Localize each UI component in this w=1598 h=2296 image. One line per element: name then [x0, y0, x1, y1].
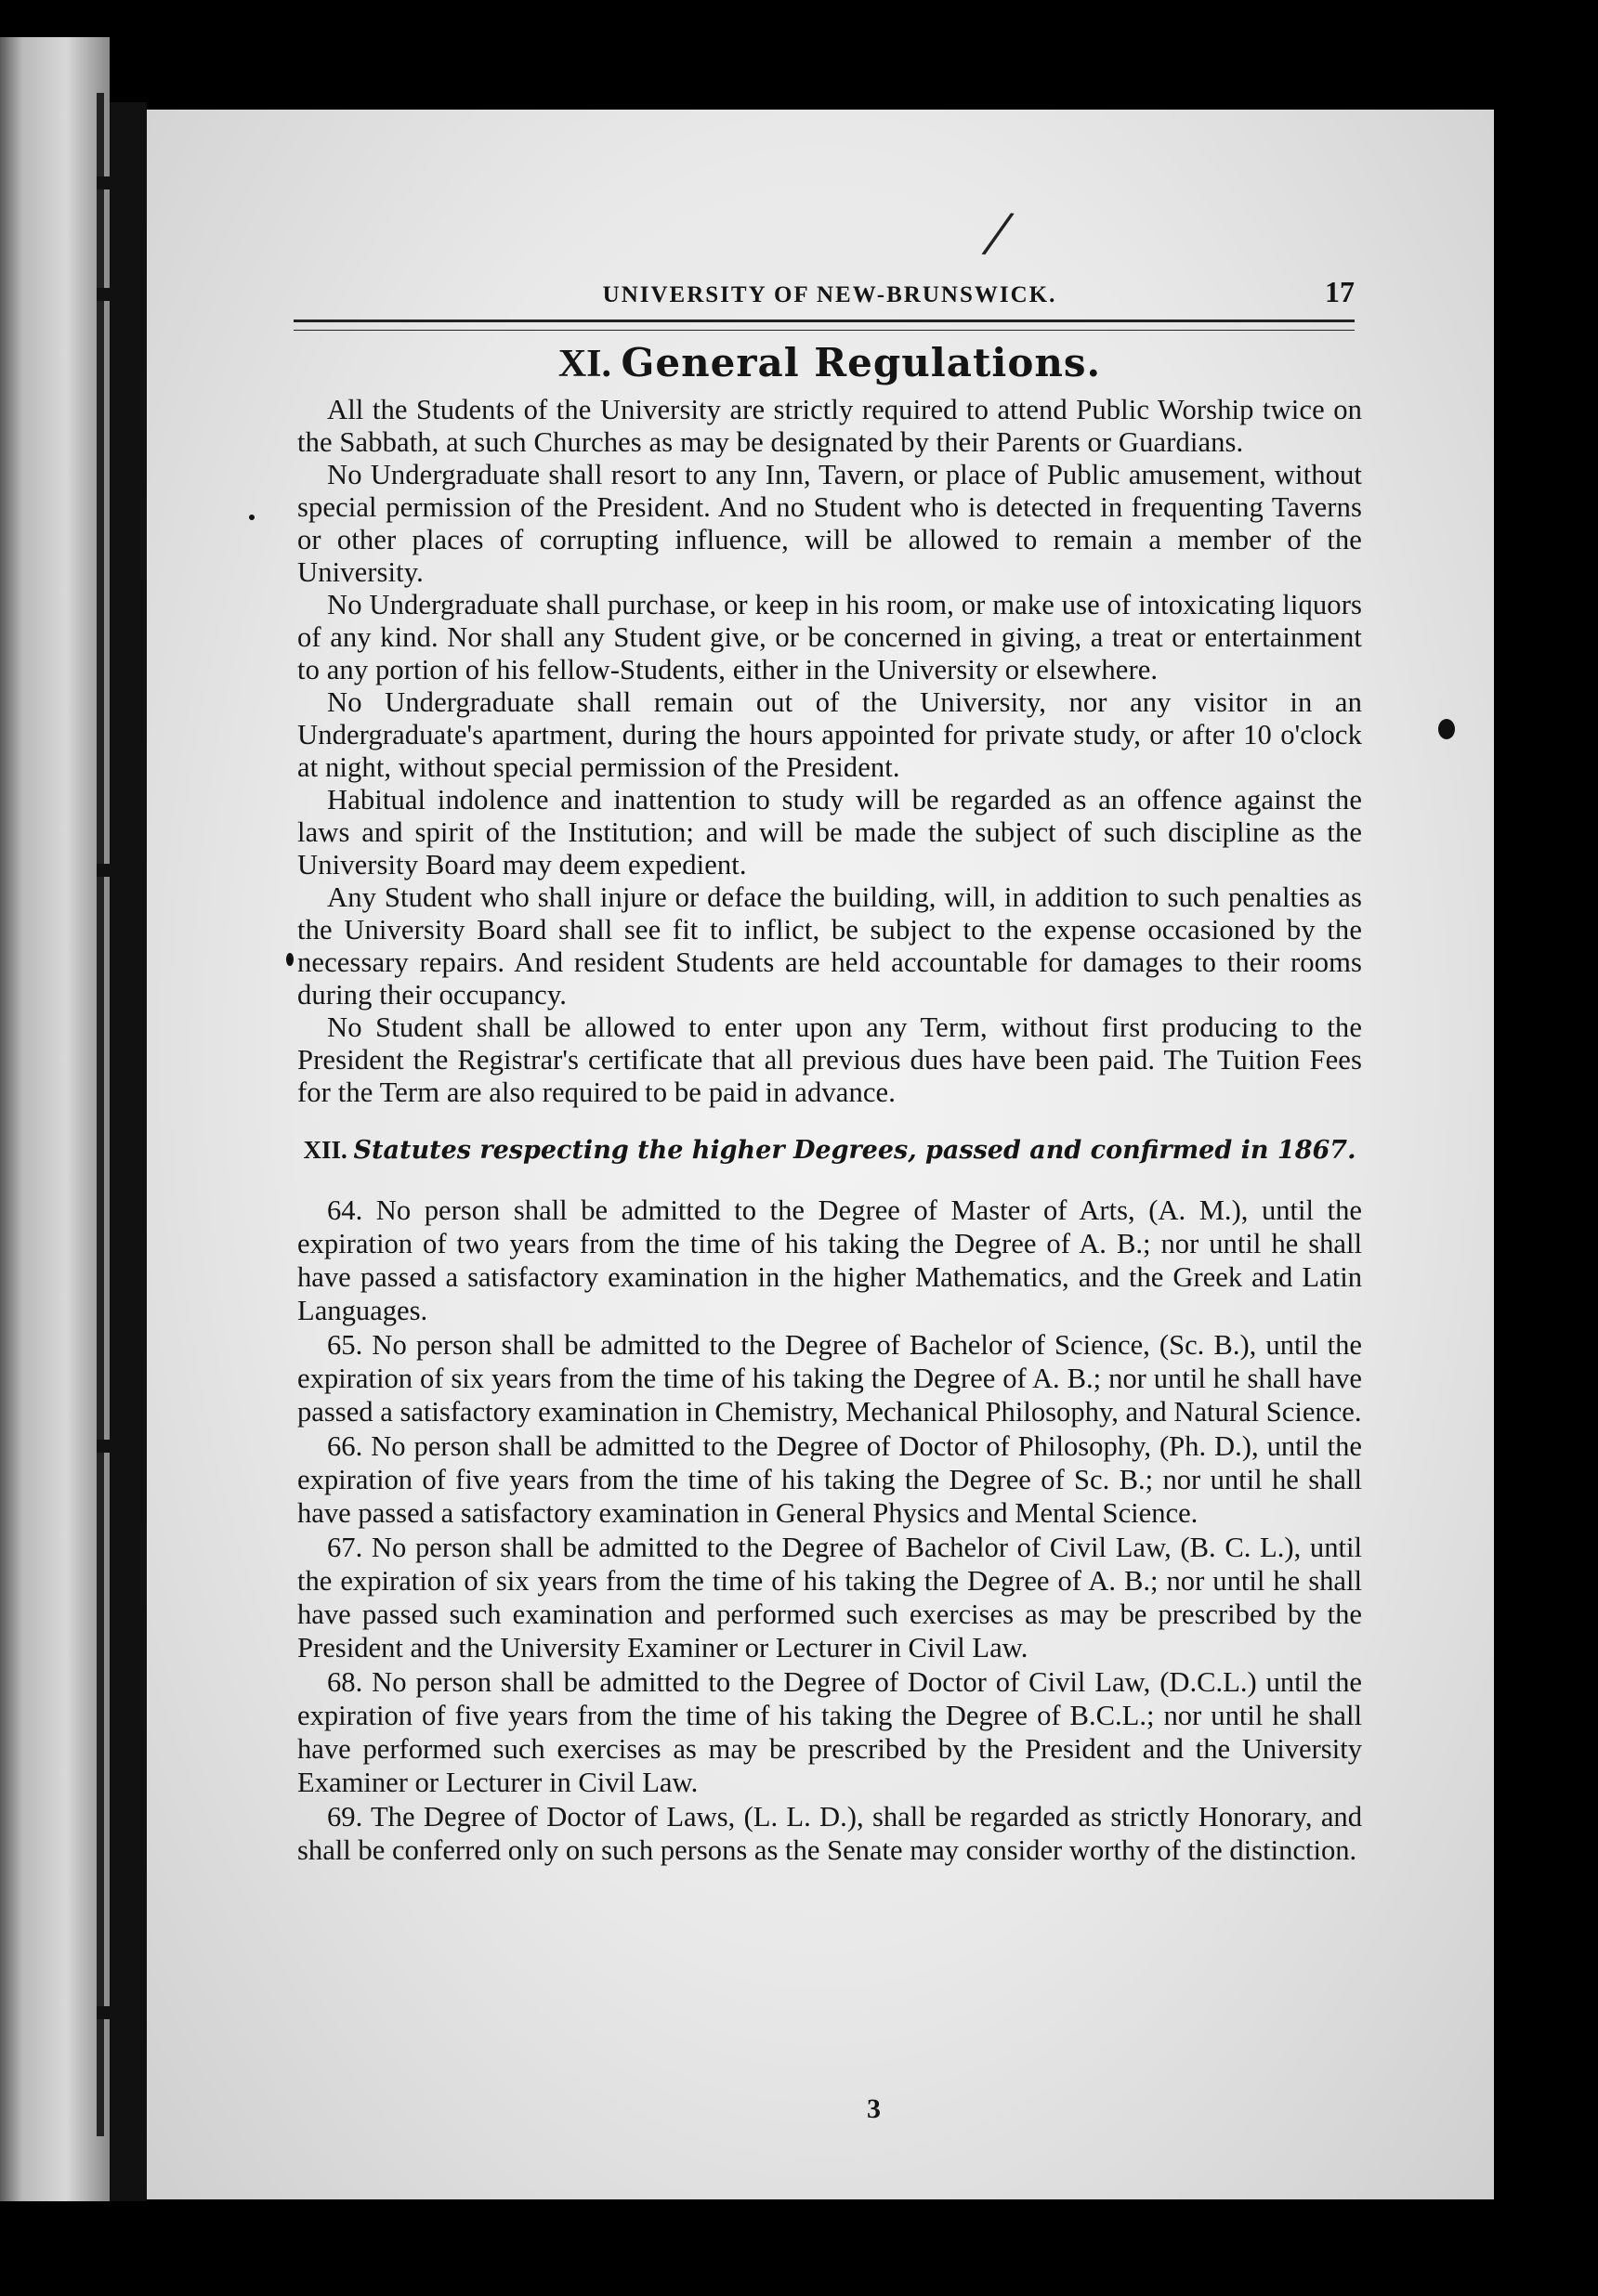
regulation-paragraph: No Undergraduate shall resort to any Inn, Tavern, or place of Public amusement, without special permission of the President. And no Student who is detected in frequenting Taverns or other places of corrupting influence, will be allowed to remain a member of the University.: [297, 459, 1362, 588]
section-heading-text: General Regulations.: [621, 340, 1102, 385]
statute-paragraph: 68. No person shall be admitted to the Degree of Doctor of Civil Law, (D.C.L.) until the expiration of five years from the time of his taking the Degree of B.C.L.; nor until he shall have performed such exercises as may be prescribed by the President and the University Examiner or Lecturer in Civil Law.: [297, 1666, 1362, 1798]
document-page: [147, 110, 1494, 2199]
regulation-paragraph: No Undergraduate shall purchase, or keep in his room, or make use of intoxicating liquors of any kind. Nor shall any Student give, or be concerned in giving, a treat or entertainment to any portion of his fellow-Students, either in the University or elsewhere.: [297, 589, 1362, 685]
section-number: XII.: [303, 1136, 347, 1164]
binding-notch: [97, 1440, 117, 1453]
running-head: [305, 273, 1355, 314]
header-rule: [294, 320, 1355, 331]
section-xii-title: [297, 1133, 1362, 1168]
binding-notch: [97, 288, 117, 301]
regulation-paragraph: No Student shall be allowed to enter upon any Term, without first producing to the President the Registrar's certificate that all previous dues have been paid. The Tuition Fees for the Term are also required to be paid in advance.: [297, 1011, 1362, 1108]
statute-paragraph: 69. The Degree of Doctor of Laws, (L. L. D.), shall be regarded as strictly Honorary, and shall be conferred only on such persons as the Senate may consider worthy of the distinction.: [297, 1801, 1362, 1866]
signature-mark: 3: [867, 2094, 881, 2124]
binding-notch: [97, 176, 117, 189]
pencil-mark: /: [982, 195, 1012, 272]
statute-paragraph: 65. No person shall be admitted to the Degree of Bachelor of Science, (Sc. B.), until the expiration of six years from the time of his taking the Degree of A. B.; nor until he shall have passed a satisfactory examination in Chemistry, Mechanical Philosophy, and Natural Science.: [297, 1329, 1362, 1428]
regulation-paragraph: All the Students of the University are strictly required to attend Public Worship twice on the Sabbath, at such Churches as may be designated by their Parents or Guardians.: [297, 394, 1362, 458]
binding-notch: [97, 864, 117, 877]
regulation-paragraph: No Undergraduate shall remain out of the University, nor any visitor in an Undergraduate's apartment, during the hours appointed for private study, or after 10 o'clock at night, without special permission of the President.: [297, 686, 1362, 783]
section-number: XI.: [557, 343, 612, 385]
regulation-paragraph: Habitual indolence and inattention to study will be regarded as an offence against the laws and spirit of the Institution; and will be made the subject of such discipline as the University Board may deem expedient.: [297, 784, 1362, 881]
ink-blot: [286, 953, 294, 966]
previous-page-gutter: [97, 93, 104, 2136]
statute-paragraph: 64. No person shall be admitted to the Degree of Master of Arts, (A. M.), until the expiration of two years from the time of his taking the Degree of A. B.; nor until he shall have passed a satisfactory examination in the higher Mathematics, and the Greek and Latin Languages.: [297, 1194, 1362, 1326]
section-xi-title: [297, 333, 1362, 394]
page-number: 17: [1325, 275, 1355, 308]
section-heading-text: Statutes respecting the higher Degrees, passed and confirmed in 1867.: [353, 1136, 1356, 1165]
ink-blot: [249, 515, 255, 520]
text-column: [297, 333, 1362, 1867]
running-title: UNIVERSITY OF NEW-BRUNSWICK.: [602, 282, 1057, 307]
previous-page-edge: [0, 37, 110, 2201]
statute-paragraph: 66. No person shall be admitted to the Degree of Doctor of Philosophy, (Ph. D.), until the expiration of five years from the time of his taking the Degree of Sc. B.; nor until he shall have passed a satisfactory examination in General Physics and Mental Science.: [297, 1430, 1362, 1529]
regulation-paragraph: Any Student who shall injure or deface the building, will, in addition to such penalties as the University Board shall see fit to inflict, be subject to the expense occasioned by the necessary repairs. And resident Students are held accountable for damages to their rooms during their occupancy.: [297, 881, 1362, 1011]
statute-paragraph: 67. No person shall be admitted to the Degree of Bachelor of Civil Law, (B. C. L.), until the expiration of six years from the time of his taking the Degree of A. B.; nor until he shall have passed such examination and performed such exercises as may be prescribed by the President and the University Examiner or Lecturer in Civil Law.: [297, 1532, 1362, 1663]
ink-blot: [1438, 719, 1455, 739]
binding-notch: [97, 2006, 117, 2019]
book-binding: [110, 102, 147, 2201]
